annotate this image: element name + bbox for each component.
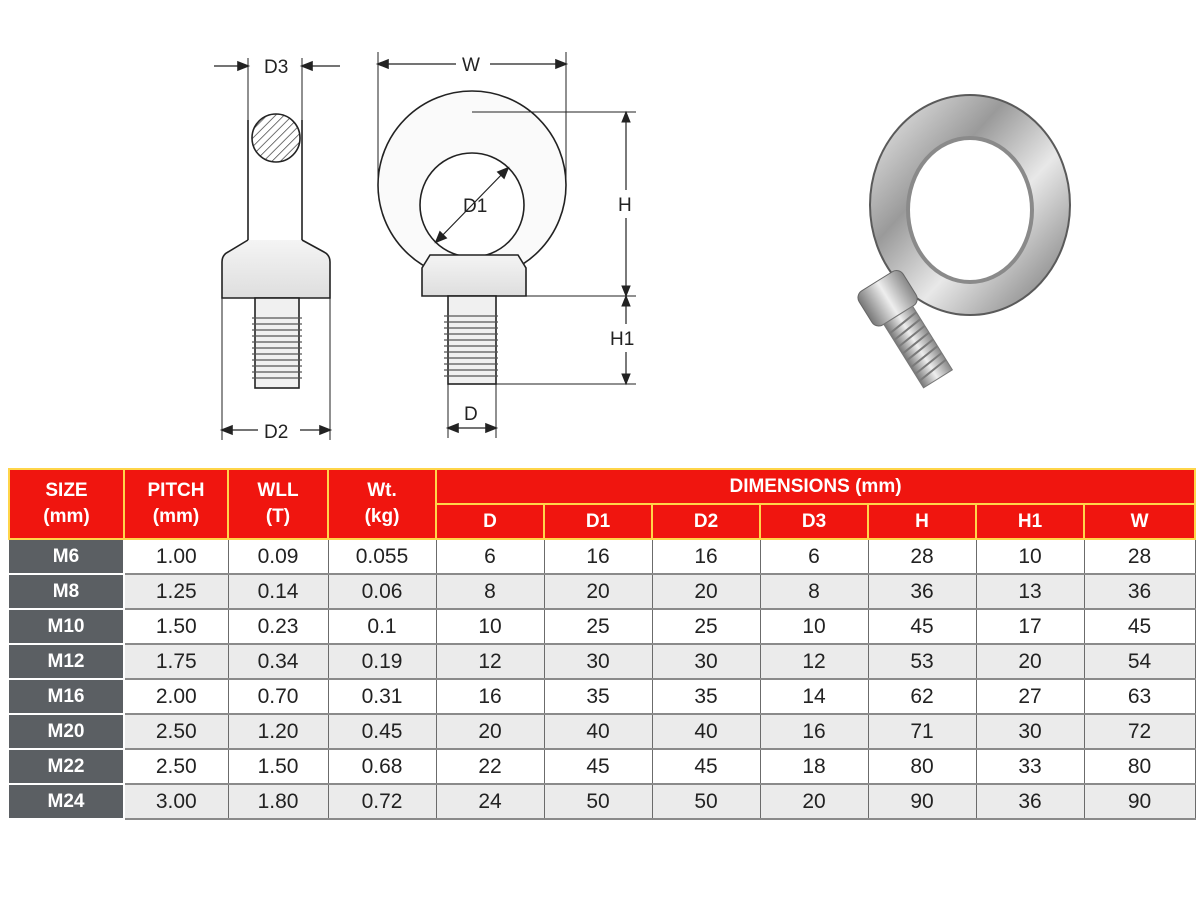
cell-size: M6 (9, 539, 124, 574)
header-size: SIZE (mm) (9, 469, 124, 539)
cell-pitch: 1.75 (124, 644, 228, 679)
header-d1: D1 (544, 504, 652, 539)
cell-d3: 16 (760, 714, 868, 749)
cell-d: 24 (436, 784, 544, 819)
technical-drawing (0, 0, 820, 460)
label-d2: D2 (264, 422, 289, 443)
cell-w: 72 (1084, 714, 1195, 749)
cell-wll: 0.09 (228, 539, 328, 574)
cell-h1: 17 (976, 609, 1084, 644)
cell-d2: 35 (652, 679, 760, 714)
cell-weight: 0.68 (328, 749, 436, 784)
cell-w: 36 (1084, 574, 1195, 609)
cell-wll: 1.80 (228, 784, 328, 819)
cell-h1: 33 (976, 749, 1084, 784)
cell-weight: 0.31 (328, 679, 436, 714)
cell-w: 45 (1084, 609, 1195, 644)
cell-d3: 12 (760, 644, 868, 679)
cell-w: 90 (1084, 784, 1195, 819)
header-weight: Wt. (kg) (328, 469, 436, 539)
front-view (378, 52, 566, 438)
cell-d: 10 (436, 609, 544, 644)
cell-h: 71 (868, 714, 976, 749)
cell-d1: 40 (544, 714, 652, 749)
cell-d3: 20 (760, 784, 868, 819)
header-dimensions: DIMENSIONS (mm) (436, 469, 1195, 504)
cell-weight: 0.19 (328, 644, 436, 679)
side-view (214, 58, 340, 440)
cell-h: 28 (868, 539, 976, 574)
cell-d2: 50 (652, 784, 760, 819)
cell-size: M10 (9, 609, 124, 644)
cell-d2: 16 (652, 539, 760, 574)
cell-weight: 0.45 (328, 714, 436, 749)
cell-d3: 10 (760, 609, 868, 644)
cell-h: 90 (868, 784, 976, 819)
cell-d: 8 (436, 574, 544, 609)
cell-h: 53 (868, 644, 976, 679)
header-pitch: PITCH (mm) (124, 469, 228, 539)
cell-d2: 30 (652, 644, 760, 679)
cell-wll: 0.34 (228, 644, 328, 679)
cell-w: 80 (1084, 749, 1195, 784)
cell-d2: 20 (652, 574, 760, 609)
cell-d: 22 (436, 749, 544, 784)
cell-h: 45 (868, 609, 976, 644)
table-row (9, 749, 1195, 784)
table-row (9, 679, 1195, 714)
cell-h1: 30 (976, 714, 1084, 749)
cell-w: 63 (1084, 679, 1195, 714)
header-h1: H1 (976, 504, 1084, 539)
cell-h1: 10 (976, 539, 1084, 574)
eye-bolt-photo (820, 70, 1100, 420)
label-d: D (464, 404, 478, 425)
cell-weight: 0.055 (328, 539, 436, 574)
cell-size: M16 (9, 679, 124, 714)
cell-h1: 13 (976, 574, 1084, 609)
cell-pitch: 1.25 (124, 574, 228, 609)
cell-w: 28 (1084, 539, 1195, 574)
label-w: W (462, 55, 480, 76)
cell-d1: 50 (544, 784, 652, 819)
table-row (9, 609, 1195, 644)
table-row (9, 644, 1195, 679)
cell-pitch: 1.50 (124, 609, 228, 644)
cell-pitch: 2.00 (124, 679, 228, 714)
header-d3: D3 (760, 504, 868, 539)
header-wll: WLL (T) (228, 469, 328, 539)
cell-d2: 40 (652, 714, 760, 749)
cell-d3: 8 (760, 574, 868, 609)
cell-d: 6 (436, 539, 544, 574)
header-h: H (868, 504, 976, 539)
cell-d1: 35 (544, 679, 652, 714)
label-d3: D3 (264, 57, 289, 78)
cell-size: M20 (9, 714, 124, 749)
cell-weight: 0.06 (328, 574, 436, 609)
cell-d: 20 (436, 714, 544, 749)
cell-h: 62 (868, 679, 976, 714)
cell-h1: 27 (976, 679, 1084, 714)
header-d: D (436, 504, 544, 539)
cell-w: 54 (1084, 644, 1195, 679)
cell-d3: 14 (760, 679, 868, 714)
table-row (9, 574, 1195, 609)
cell-d2: 25 (652, 609, 760, 644)
cell-d: 12 (436, 644, 544, 679)
cell-wll: 0.70 (228, 679, 328, 714)
header-d2: D2 (652, 504, 760, 539)
cell-h1: 36 (976, 784, 1084, 819)
cell-wll: 1.20 (228, 714, 328, 749)
cell-pitch: 2.50 (124, 714, 228, 749)
cell-d3: 6 (760, 539, 868, 574)
cell-h: 36 (868, 574, 976, 609)
table-row (9, 539, 1195, 574)
cell-d1: 25 (544, 609, 652, 644)
spec-table (8, 468, 1196, 820)
cell-wll: 0.14 (228, 574, 328, 609)
cell-pitch: 3.00 (124, 784, 228, 819)
cell-d1: 16 (544, 539, 652, 574)
cell-d1: 45 (544, 749, 652, 784)
table-row (9, 784, 1195, 819)
cell-d1: 30 (544, 644, 652, 679)
cell-d: 16 (436, 679, 544, 714)
cell-size: M12 (9, 644, 124, 679)
label-d1: D1 (463, 196, 488, 217)
cell-wll: 0.23 (228, 609, 328, 644)
cell-weight: 0.1 (328, 609, 436, 644)
cell-weight: 0.72 (328, 784, 436, 819)
cell-d2: 45 (652, 749, 760, 784)
cell-h1: 20 (976, 644, 1084, 679)
cell-size: M22 (9, 749, 124, 784)
cell-wll: 1.50 (228, 749, 328, 784)
cell-pitch: 1.00 (124, 539, 228, 574)
cell-d1: 20 (544, 574, 652, 609)
cell-size: M8 (9, 574, 124, 609)
label-h1: H1 (610, 329, 635, 350)
label-h: H (618, 195, 632, 216)
cell-h: 80 (868, 749, 976, 784)
cell-pitch: 2.50 (124, 749, 228, 784)
cell-d3: 18 (760, 749, 868, 784)
table-row (9, 714, 1195, 749)
cell-size: M24 (9, 784, 124, 819)
header-w: W (1084, 504, 1195, 539)
spec-table-body (9, 539, 1195, 819)
